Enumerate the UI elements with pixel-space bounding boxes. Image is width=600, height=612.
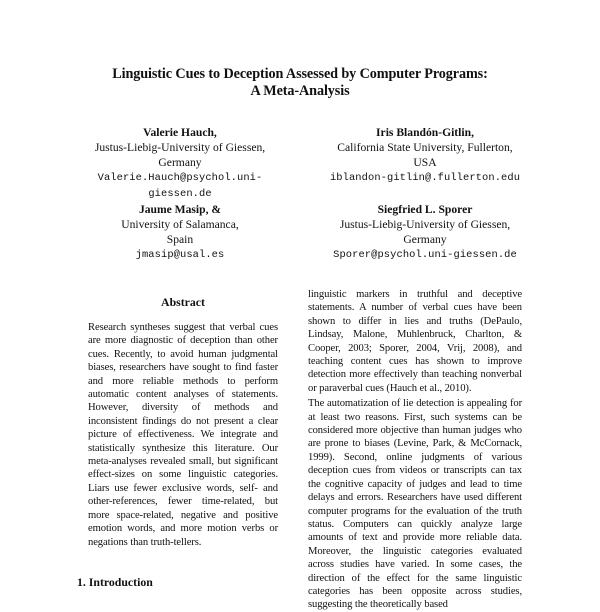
author-country: Spain bbox=[166, 233, 194, 246]
abstract-text: Research syntheses suggest that verbal cues are more diagnostic of deception than other cues. Recently, to avoid human judgmental biases, researchers have sought to find faster and more reliable methods to perform automatic content analyses of statements. However, diversity of methods and inconsistent findings do not present a clear picture of effectiveness. We integrate and statistically synthesize this literature. Our meta-analyses revealed small, but significant effect-sizes on some linguistic categories. Liars use fewer exclusive words, self- and other-references, fewer time-related, but more space-related, negative and positive emotion words, and more motion verbs or negations than truth-tellers. bbox=[88, 322, 278, 548]
author-email: Sporer@psychol.uni-giessen.de bbox=[333, 249, 517, 261]
author-email-continued: giessen.de bbox=[148, 188, 212, 200]
author-email: iblandon-gitlin@.fullerton.edu bbox=[329, 172, 521, 184]
author-block-hauch bbox=[80, 125, 280, 202]
author-email: Valerie.Hauch@psychol.uni- bbox=[97, 172, 263, 184]
paper-title bbox=[60, 66, 540, 100]
right-column bbox=[308, 288, 522, 612]
body-paragraph: The automatization of lie detection is appealing for at least two reasons. First, such systems can be considered more objective than human judges who are prone to biases (Levine, Park, & McCornack, 1999). Second, online judgments of various deception cues from videos or transcripts can tax the cognitive capacity of judges and lead to time delays and errors. Researchers have used different computer programs for the evaluation of the truth status. Computers can quickly analyze large amounts of text and provide more reliable data. Moreover, the linguistic categories evaluated across studies have varied. In some cases, the direction of the effect for the same linguistic categories has been opposite across studies, suggesting the theoretically based bbox=[308, 398, 522, 611]
author-email: jmasip@usal.es bbox=[135, 249, 225, 261]
abstract-heading: Abstract bbox=[161, 295, 205, 309]
author-block-sporer bbox=[300, 202, 550, 263]
author-affiliation: California State University, Fullerton, bbox=[337, 141, 513, 154]
section-heading-introduction: 1. Introduction bbox=[77, 575, 153, 589]
author-name: Jaume Masip, & bbox=[138, 203, 222, 216]
author-block-masip bbox=[80, 202, 280, 263]
author-name: Valerie Hauch, bbox=[143, 126, 217, 139]
body-paragraph: linguistic markers in truthful and deceptive statements. A number of verbal cues have been shown to differ in lies and truths (DePaulo, Lindsay, Malone, Muhlenbruck, Charlton, & Cooper, 2003; Sporer, 2004, Vrij, 2008), and teaching content cues has shown to improve detection more effectively than teaching nonverbal or paraverbal cues (Hauch et al., 2010). bbox=[308, 289, 522, 394]
author-affiliation: Justus-Liebig-University of Giessen, bbox=[94, 141, 266, 154]
author-affiliation: University of Salamanca, bbox=[121, 218, 239, 231]
author-country: Germany bbox=[158, 156, 202, 169]
author-country: Germany bbox=[403, 233, 447, 246]
author-name: Iris Blandón-Gitlin, bbox=[376, 126, 474, 139]
author-affiliation: Justus-Liebig-University of Giessen, bbox=[339, 218, 511, 231]
title-line-1: Linguistic Cues to Deception Assessed by Computer Programs: bbox=[112, 66, 488, 82]
author-block-blandon-gitlin bbox=[300, 125, 550, 186]
author-country: USA bbox=[413, 156, 437, 169]
title-line-2: A Meta-Analysis bbox=[250, 83, 350, 99]
author-name: Siegfried L. Sporer bbox=[377, 203, 473, 216]
